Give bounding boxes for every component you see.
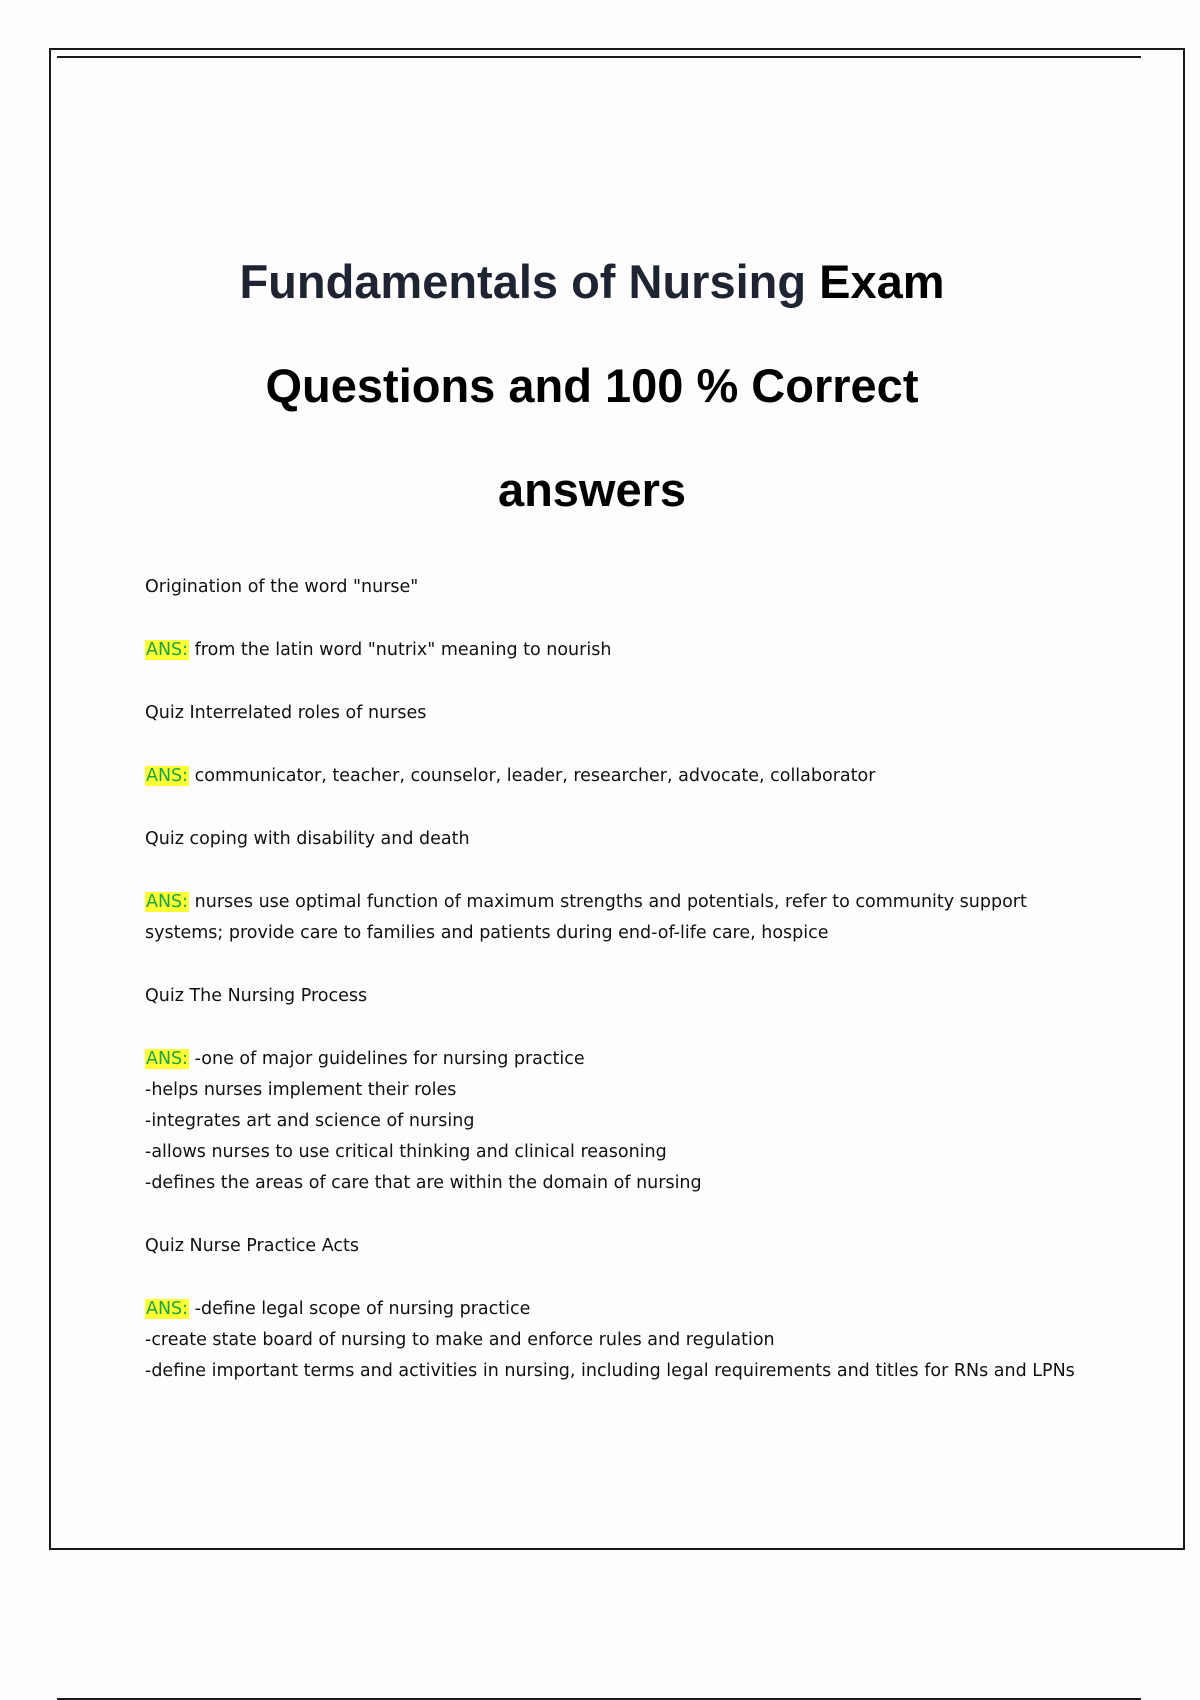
answer-2 bbox=[145, 761, 1090, 792]
ans-label: ANS: bbox=[146, 1049, 189, 1069]
answer-4-line-4: -allows nurses to use critical thinking and clinical reasoning bbox=[145, 1142, 667, 1162]
title-line-2: Questions and 100 % Correct bbox=[265, 359, 919, 412]
ans-label: ANS: bbox=[146, 640, 189, 660]
question-4: Quiz The Nursing Process bbox=[145, 986, 368, 1006]
answer-5-line-3: -define important terms and activities in nursing, including legal requirements and titles for RNs and LPNs bbox=[145, 1361, 1075, 1381]
answer-1 bbox=[145, 635, 1090, 666]
title-part-2: Exam bbox=[806, 255, 945, 308]
ans-label: ANS: bbox=[146, 892, 189, 912]
question-3: Quiz coping with disability and death bbox=[145, 829, 470, 849]
answer-5 bbox=[145, 1294, 1090, 1387]
answer-4-line-1: -one of major guidelines for nursing practice bbox=[189, 1049, 585, 1069]
question-1: Origination of the word "nurse" bbox=[145, 577, 419, 597]
ans-label: ANS: bbox=[146, 766, 189, 786]
document-title bbox=[60, 230, 1124, 542]
answer-3-line-1: nurses use optimal function of maximum strengths and potentials, refer to community support systems; provide care to families and patients during end-of-life care, hospice bbox=[145, 892, 1027, 943]
qa-list bbox=[145, 572, 1090, 1419]
answer-5-line-2: -create state board of nursing to make and enforce rules and regulation bbox=[145, 1330, 775, 1350]
answer-5-line-1: -define legal scope of nursing practice bbox=[189, 1299, 531, 1319]
answer-2-line-1: communicator, teacher, counselor, leader, researcher, advocate, collaborator bbox=[189, 766, 876, 786]
answer-4-line-2: -helps nurses implement their roles bbox=[145, 1080, 457, 1100]
answer-1-line-1: from the latin word "nutrix" meaning to nourish bbox=[189, 640, 612, 660]
answer-4-line-3: -integrates art and science of nursing bbox=[145, 1111, 475, 1131]
title-line-3: answers bbox=[497, 463, 687, 516]
answer-4-line-5: -defines the areas of care that are within the domain of nursing bbox=[145, 1173, 702, 1193]
question-2: Quiz Interrelated roles of nurses bbox=[145, 703, 427, 723]
ans-label: ANS: bbox=[146, 1299, 189, 1319]
answer-4 bbox=[145, 1044, 1090, 1199]
title-part-1: Fundamentals of Nursing bbox=[239, 255, 807, 308]
question-5: Quiz Nurse Practice Acts bbox=[145, 1236, 360, 1256]
answer-3 bbox=[145, 887, 1090, 949]
